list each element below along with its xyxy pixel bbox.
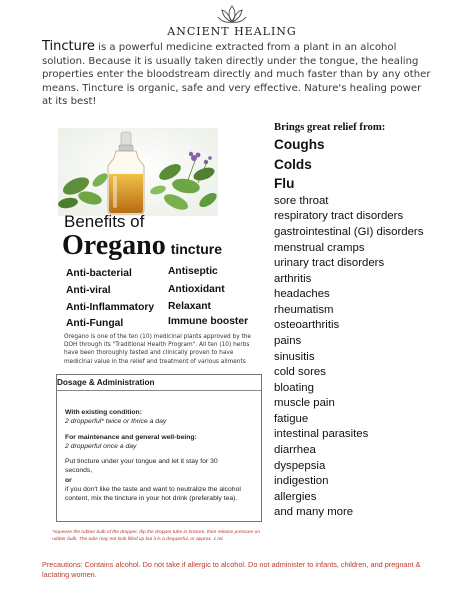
ailment-item: and many more — [274, 506, 354, 519]
brand-name: ANCIENT HEALING — [167, 25, 297, 38]
dosage-divider — [57, 390, 261, 391]
product-name: Oregano — [62, 230, 166, 261]
ailment-item: headaches — [274, 288, 330, 301]
ailment-item: osteoarthritis — [274, 319, 340, 332]
header-logo — [0, 4, 464, 38]
ailment-item: urinary tract disorders — [274, 257, 385, 270]
benefit-item: Relaxant — [168, 301, 211, 312]
ailment-item: allergies — [274, 490, 317, 503]
benefit-item: Anti-Fungal — [66, 318, 124, 329]
ailment-item: rheumatism — [274, 303, 334, 316]
ailment-item: dyspepsia — [274, 459, 326, 472]
existing-condition-dose: 2 dropperful* twice or thrice a day — [65, 418, 167, 425]
maintenance-label: For maintenance and general well-being: — [65, 434, 197, 441]
ailment-item: muscle pain — [274, 397, 335, 410]
tincture-bottle-image — [58, 128, 218, 216]
benefits-heading: Benefits of — [64, 212, 145, 231]
benefit-item: Anti-bacterial — [66, 268, 132, 279]
ailment-item: menstrual cramps — [274, 241, 365, 254]
ailment-list — [274, 135, 423, 521]
ailment-major: Flu — [274, 176, 295, 192]
ailment-item: sore throat — [274, 194, 329, 207]
doh-approval-note: Oregano is one of the ten (10) medicinal plants approved by the DOH through its "Traditional Health Program". All ten (10) herbs have been thoroughly tested and clinically proven to have medicinal value in the relief and treatment of various ailments — [64, 334, 252, 365]
ailment-item: fatigue — [274, 412, 309, 425]
lotus-logo-icon — [217, 4, 247, 26]
ailment-item: arthritis — [274, 272, 312, 285]
ailment-item: bloating — [274, 381, 314, 394]
ailment-item: pains — [274, 334, 302, 347]
relief-heading: Brings great relief from: — [274, 121, 386, 133]
benefit-item: Anti-viral — [66, 285, 111, 296]
instruction-sublingual: Put tincture under your tongue and let it stay for 30 seconds, — [65, 458, 218, 475]
intro-text: is a powerful medicine extracted from a plant in an alcohol solution. Because it is usually taken directly under the tongue, the healing properties enter the bloodstream directly and much faster than by any other means. Tincture is organic, safe and very effective. Nature's healing power at its best! — [42, 42, 431, 108]
benefit-item: Antiseptic — [168, 266, 218, 277]
ailment-item: respiratory tract disorders — [274, 210, 404, 223]
ailment-major: Colds — [274, 156, 312, 172]
ailment-major: Coughs — [274, 137, 325, 152]
ailment-item: intestinal parasites — [274, 428, 369, 441]
product-suffix: tincture — [170, 241, 223, 257]
maintenance-dose: 2 dropperful once a day — [65, 443, 137, 450]
ailment-item: sinusitis — [274, 350, 315, 363]
dosage-box — [56, 374, 262, 522]
existing-condition-label: With existing condition: — [65, 409, 142, 416]
benefit-item: Antioxidant — [168, 284, 225, 295]
ailment-item: diarrhea — [274, 444, 316, 457]
ailment-item: cold sores — [274, 366, 326, 379]
benefit-item: Immune booster — [168, 316, 249, 327]
dropper-footnote: *squeeze the rubber bulb of the dropper, dip the dropper tube in tincture, then release pressure on rubber bulb. The tube may not look filled up but it is a dropperful, or approx. 1 ml. — [52, 530, 261, 542]
benefit-item: Anti-Inflammatory — [66, 302, 155, 313]
instruction-or: or — [65, 477, 72, 484]
intro-paragraph — [42, 40, 434, 109]
ailment-item: gastrointestinal (GI) disorders — [274, 225, 424, 238]
product-title — [62, 230, 222, 262]
precautions-text: Precautions: Contains alcohol. Do not take if allergic to alcohol. Do not administer to infants, children, and pregnant & lactating women. — [42, 560, 421, 580]
ailment-item: indigestion — [274, 475, 329, 488]
instruction-drink: if you don't like the taste and want to neutralize the alcohol content, mix the tincture in your hot drink (preferably tea). — [65, 486, 241, 503]
dosage-title: Dosage & Administration — [57, 378, 155, 387]
intro-lead: Tincture — [42, 39, 95, 54]
